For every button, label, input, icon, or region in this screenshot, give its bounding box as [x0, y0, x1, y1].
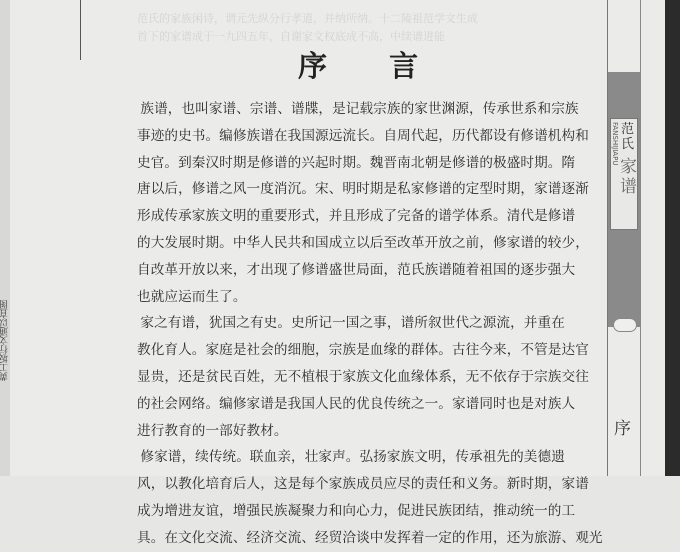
bleed-line: 范氏的家族闲诗，谓元先纵分行孝道，并纳所纳。十二陵祖范学文生成 [137, 12, 478, 25]
text-line: 的大发展时期。中华人民共和国成立以后至改革开放之前，修家谱的较少， [137, 234, 589, 251]
text-line: 具。在文化交流、经济交流、经贸洽谈中发挥着一定的作用，还为旅游、观光 [137, 529, 603, 546]
logo-chinese-bottom: 家谱 [620, 157, 637, 197]
logo-chinese-top: 范氏 [621, 122, 635, 152]
text-line: 史官。到秦汉时期是修谱的兴起时期。魏晋南北朝是修谱的极盛时期。隋 [137, 154, 576, 171]
text-line: 进行教育的一部好教材。 [137, 422, 288, 439]
scan-edge [665, 0, 680, 476]
margin-line [80, 0, 81, 60]
section-label: 序 [614, 419, 631, 439]
text-line: 也就应运而生了。 [137, 288, 247, 305]
book-logo [610, 118, 638, 230]
paragraph [113, 444, 603, 551]
text-line: 风，以教化培育后人，这是每个家族成员应尽的责任和义务。新时期，家谱 [137, 476, 589, 493]
text-line: 唐以后，修谱之风一度消沉。宋、明时期是私家修谱的定型时期，家谱逐渐 [137, 181, 589, 198]
page-border [640, 0, 641, 476]
text-line: 族谱，也叫家谱、宗谱、谱牒，是记载宗族的家世渊源，传承世系和宗族 [113, 101, 579, 117]
preface-body [113, 96, 603, 552]
paragraph [113, 96, 597, 310]
cloud-ornament-icon [613, 318, 637, 332]
paragraph [113, 310, 597, 444]
bleed-through-text [137, 10, 587, 46]
page-title: 序 言 [298, 49, 445, 83]
text-line: 的社会网络。编修家谱是我国人民的优良传统之一。家谱同时也是对族人 [137, 395, 576, 412]
text-line: 教化育人。家庭是社会的细胞，宗族是血缘的群体。古往今来，不管是达官 [137, 342, 589, 359]
text-line: 成为增进友谊，增强民族凝聚力和向心力，促进民族团结，推动统一的工 [137, 502, 576, 519]
text-line: 修家谱，续传统。联血亲，壮家声。弘扬家族文明，传承祖先的美德遗 [113, 449, 565, 466]
logo-english: FANSHIJIAPU [611, 122, 619, 166]
text-line: 显贵，还是贫民百姓，无不植根于家族文化血缘体系，无不依存于宗族交往 [137, 368, 589, 385]
text-line: 形成传承家族文明的重要形式，并且形成了完备的谱学体系。清代是修谱 [137, 208, 576, 225]
spine-text: 黄工坂行文通以直图 [0, 300, 10, 381]
bleed-line: 首下的家谱成于一九四五年，自谢家文权底成不高，中续谱进能 [137, 30, 445, 43]
text-line: 事迹的史书。编修族谱在我国源远流长。自周代起，历代都设有修谱机构和 [137, 127, 589, 144]
text-line: 家之有谱，犹国之有史。史所记一国之事，谱所叙世代之源流，并重在 [113, 315, 565, 332]
text-line: 自改革开放以来，才出现了修谱盛世局面，范氏族谱随着祖国的逐步强大 [137, 261, 576, 278]
book-gutter [0, 0, 10, 476]
